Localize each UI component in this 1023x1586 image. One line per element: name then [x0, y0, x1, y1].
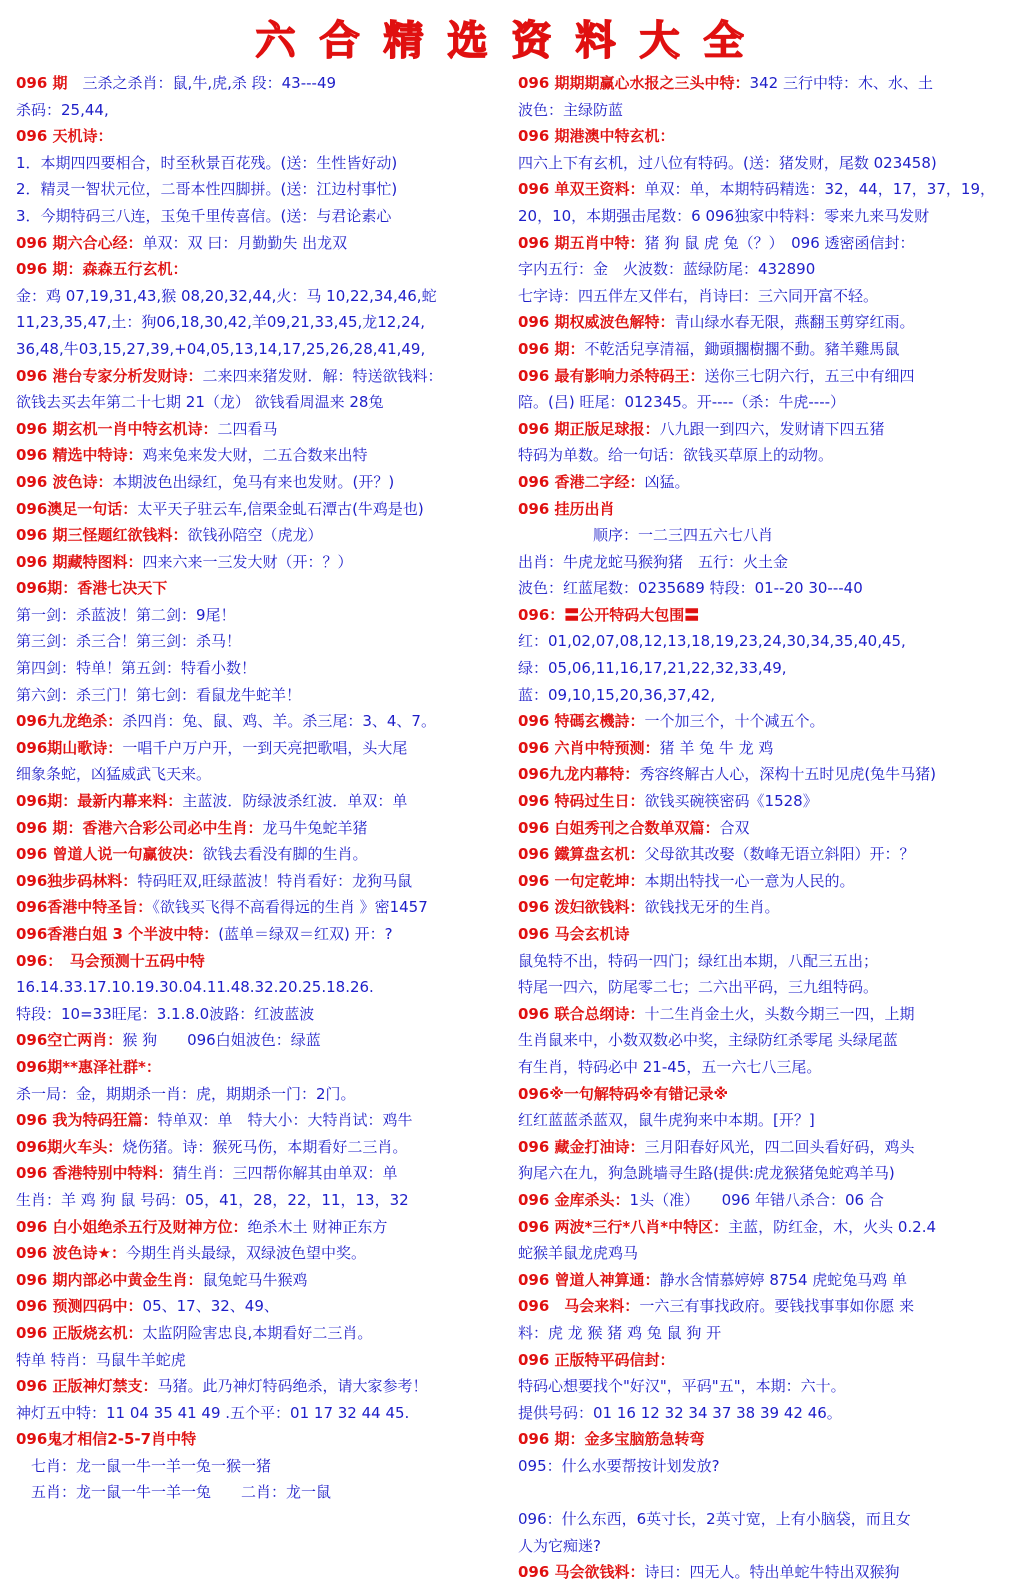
item-text: 今期生肖头最绿，双绿波色望中奖。 — [125, 1244, 366, 1263]
item-text: 五肖：龙一鼠一牛一羊一兔 二肖：龙一鼠 — [16, 1483, 332, 1502]
text-line — [16, 575, 512, 602]
item-text: 八九跟一到四六，发财请下四五猪 — [659, 419, 885, 438]
text-line — [518, 256, 1014, 283]
text-line — [16, 868, 512, 895]
text-line — [518, 1187, 1014, 1214]
text-line — [518, 974, 1014, 1001]
item-text: 陪。(吕) 旺尾：012345。开----（杀：牛虎----） — [518, 393, 846, 412]
text-line — [16, 1027, 512, 1054]
text-line — [518, 442, 1014, 469]
text-line — [16, 815, 512, 842]
item-text: 杀一局：金，期期杀一肖：虎，期期杀一门：2门。 — [16, 1084, 356, 1103]
text-line — [518, 283, 1014, 310]
item-text: 鼠兔蛇马牛猴鸡 — [202, 1270, 308, 1289]
text-line — [16, 442, 512, 469]
text-line — [518, 150, 1014, 177]
item-heading: 096 特碼玄機詩： — [518, 712, 645, 731]
item-text: 神灯五中特：11 04 35 41 49 .五个平：01 17 32 44 45. — [16, 1403, 410, 1422]
item-text: 太平天子驻云车,信栗金虬石潭古(牛鸡是也) — [137, 499, 424, 518]
text-line — [518, 549, 1014, 576]
text-line — [16, 70, 512, 97]
item-text: 20，10，本期强击尾数：6 096独家中特料：零来九来马发财 — [518, 206, 930, 225]
text-line — [16, 1240, 512, 1267]
item-text: 342 三行中特：木、水、土 — [749, 74, 933, 92]
item-heading: 096 期：金多宝脑筋急转弯 — [518, 1430, 705, 1449]
item-text: 096：什么东西，6英寸长，2英寸宽，上有小脑袋，而且女 — [518, 1510, 911, 1529]
item-heading: 096 挂历出肖 — [518, 499, 615, 518]
item-heading: 096 期正版足球报： — [518, 419, 660, 438]
text-line — [518, 1240, 1014, 1267]
text-line — [16, 549, 512, 576]
item-heading: 096 港台专家分析发财诗： — [16, 366, 203, 385]
item-heading: 096 曾道人说一句赢彼决： — [16, 845, 203, 864]
text-line — [16, 1479, 512, 1506]
text-line — [16, 1400, 512, 1427]
text-line — [16, 1081, 512, 1108]
item-text: 凶猛。 — [644, 472, 690, 491]
text-line — [16, 1373, 512, 1400]
text-line — [518, 496, 1014, 523]
text-line — [518, 1426, 1014, 1453]
item-heading: 096 期内部必中黄金生肖： — [16, 1270, 203, 1289]
item-text: 字内五行：金 火波数：蓝绿防尾：432890 — [518, 260, 816, 279]
item-text: 单双：双 曰：月勤勤失 出龙双 — [142, 233, 348, 252]
text-line — [518, 203, 1014, 230]
text-line — [518, 948, 1014, 975]
item-heading: 096澳足一句话： — [16, 499, 138, 518]
item-text: 生肖：羊 鸡 狗 鼠 号码：05，41，28，22，11，13，32 — [16, 1190, 409, 1209]
item-text: 波色：主绿防蓝 — [518, 100, 624, 119]
text-line — [518, 70, 1014, 97]
item-text: 料：虎 龙 猴 猪 鸡 兔 鼠 狗 开 — [518, 1323, 722, 1342]
text-line — [518, 309, 1014, 336]
text-line — [518, 868, 1014, 895]
text-line — [518, 469, 1014, 496]
item-heading: 096 鐵算盘玄机： — [518, 845, 645, 864]
text-line — [16, 336, 512, 363]
text-line — [16, 256, 512, 283]
text-line — [518, 416, 1014, 443]
item-heading: 096 预测四码中： — [16, 1297, 143, 1316]
text-line — [518, 761, 1014, 788]
item-text: 波色：红蓝尾数：0235689 特段：01--20 30---40 — [518, 579, 863, 598]
item-heading: 096 最有影响力杀特码王： — [518, 366, 705, 385]
item-text: 绝杀木土 财神正东方 — [247, 1217, 388, 1236]
text-line — [518, 1267, 1014, 1294]
item-heading: 096 期藏特图料： — [16, 552, 143, 571]
item-heading: 096期：香港七决天下 — [16, 579, 168, 598]
item-heading: 096期火车头： — [16, 1137, 123, 1156]
item-heading: 096 期：森森五行玄机： — [16, 260, 188, 279]
text-line — [16, 150, 512, 177]
item-heading: 096※一句解特码※有错记录※ — [518, 1084, 729, 1103]
item-text: 特单双：单 特大小：大特肖试：鸡牛 — [157, 1111, 413, 1130]
page-title: 六合精选资料大全 — [255, 17, 768, 64]
item-text: 05、17、32、49、 — [142, 1297, 279, 1316]
text-line — [16, 496, 512, 523]
text-line — [518, 1081, 1014, 1108]
item-text: 蛇猴羊鼠龙虎鸡马 — [518, 1244, 639, 1263]
text-line — [16, 309, 512, 336]
text-line — [16, 1293, 512, 1320]
text-line — [16, 389, 512, 416]
item-heading: 096 期六合心经： — [16, 233, 143, 252]
item-text: 欲钱买碗筷密码《1528》 — [644, 792, 818, 811]
item-text: 出肖：牛虎龙蛇马猴狗猪 五行：火土金 — [518, 552, 789, 571]
item-text: (蓝单＝绿双＝红双) 开：? — [218, 925, 393, 943]
item-text: 特码心想要找个"好汉"，平码"五"，本期：六十。 — [518, 1377, 846, 1396]
text-line — [518, 123, 1014, 150]
item-text: 诗曰：四无人。特出单蛇牛特出双猴狗 — [644, 1563, 900, 1582]
text-line — [16, 602, 512, 629]
text-line — [518, 788, 1014, 815]
item-text: 欲钱去买去年第二十七期 21（龙） 欲钱看周温来 28兔 — [16, 393, 384, 412]
item-text: 猪 狗 鼠 虎 兔（？） 096 透密函信封： — [644, 233, 915, 252]
text-line — [518, 1453, 1014, 1480]
item-text: 静水含情慕婷婷 8754 虎蛇兔马鸡 单 — [659, 1270, 908, 1289]
text-line — [518, 1001, 1014, 1028]
item-text: 太监阴险害忠良,本期看好二三肖。 — [142, 1323, 373, 1342]
text-line — [16, 469, 512, 496]
item-text: 三月阳春好风光，四二回头看好码，鸡头 — [644, 1137, 915, 1156]
item-text: 第三剑：杀三合！第三剑：杀马！ — [16, 632, 242, 651]
item-text: 欲钱找无牙的生肖。 — [644, 898, 780, 917]
text-line — [518, 921, 1014, 948]
text-line — [518, 1373, 1014, 1400]
text-line — [518, 841, 1014, 868]
item-text: 有生肖，特码必中 21-45，五一六七八三尾。 — [518, 1057, 822, 1076]
text-line — [16, 522, 512, 549]
text-line — [16, 1107, 512, 1134]
item-heading: 096独步码林料： — [16, 871, 138, 890]
item-text: 特码为单数。给一句话：欲钱买草原上的动物。 — [518, 446, 834, 465]
text-line — [16, 1134, 512, 1161]
item-text: 狗尾六在九，狗急跳墙寻生路(提供:虎龙猴猪兔蛇鸡羊马) — [518, 1164, 895, 1183]
left-column — [16, 70, 512, 1506]
text-line — [16, 1347, 512, 1374]
item-text: 16.14.33.17.10.19.30.04.11.48.32.20.25.18.26. — [16, 978, 374, 997]
text-line — [518, 1320, 1014, 1347]
item-heading: 096九龙绝杀： — [16, 712, 123, 731]
item-text: 合双 — [719, 818, 750, 837]
text-line — [16, 788, 512, 815]
item-text: 特段：10=33旺尾：3.1.8.0波路：红波蓝波 — [16, 1004, 315, 1023]
item-heading: 096香港中特圣旨： — [16, 898, 153, 917]
text-line — [518, 1293, 1014, 1320]
item-text: 马猪。此乃神灯特码绝杀，请大家参考！ — [157, 1377, 428, 1396]
item-heading: 096 正版烧玄机： — [16, 1323, 143, 1342]
text-line — [518, 682, 1014, 709]
item-heading: 096 马会欲钱料： — [518, 1563, 645, 1582]
item-text: 金：鸡 07,19,31,43,猴 08,20,32,44,火：马 10,22,34,46,蛇 — [16, 286, 437, 305]
item-heading: 096 波色诗： — [16, 472, 113, 491]
text-line — [16, 1426, 512, 1453]
text-line — [518, 894, 1014, 921]
item-text: 095：什么水要帮按计划发放? — [518, 1456, 720, 1475]
text-line — [518, 1107, 1014, 1134]
item-text: 鸡来兔来发大财，二五合数来出特 — [142, 446, 368, 465]
item-heading: 096 一句定乾坤： — [518, 871, 645, 890]
text-line — [16, 655, 512, 682]
item-heading: 096 波色诗★： — [16, 1244, 126, 1263]
item-text: 一个加三个，十个减五个。 — [644, 712, 825, 731]
text-line — [16, 176, 512, 203]
item-text: 一唱千户万户开，一到天亮把歌唱，头大尾 — [122, 738, 408, 757]
text-line — [16, 628, 512, 655]
item-heading: 096 特码过生日： — [518, 792, 645, 811]
item-heading: 096空亡两肖： — [16, 1031, 123, 1050]
item-heading: 096 白小姐绝杀五行及财神方位： — [16, 1217, 248, 1236]
item-text: 猜生肖：三四帮你解其由单双：单 — [172, 1164, 398, 1183]
text-line — [16, 416, 512, 443]
item-text: 猪 羊 兔 牛 龙 鸡 — [659, 738, 774, 757]
text-line — [16, 1320, 512, 1347]
text-line — [518, 1134, 1014, 1161]
item-text: 2．精灵一智状元位，二哥本性四脚拼。(送：江边村事忙) — [16, 180, 398, 199]
item-heading: 096 香港二字经： — [518, 472, 645, 491]
text-line — [16, 682, 512, 709]
item-heading: 096 期五肖中特： — [518, 233, 645, 252]
item-text: 特码旺双,旺绿蓝波！特肖看好：龙狗马鼠 — [137, 871, 413, 890]
item-heading: 096 单双王资料： — [518, 180, 645, 199]
item-heading: 096 正版神灯禁支： — [16, 1377, 158, 1396]
item-heading: 096 藏金打油诗： — [518, 1137, 645, 1156]
item-heading: 096 精选中特诗： — [16, 446, 143, 465]
item-text: 3．今期特码三八连，玉兔千里传喜信。(送：与君论素心 — [16, 206, 392, 225]
item-heading: 096 曾道人神算通： — [518, 1270, 660, 1289]
item-text: 鼠兔特不出，特码一四门；绿红出本期，八配三五出； — [518, 951, 879, 970]
text-line — [16, 1267, 512, 1294]
text-line — [518, 1160, 1014, 1187]
item-heading: 096 期权威波色解特： — [518, 313, 675, 332]
item-heading: 096 我为特码狂篇： — [16, 1111, 158, 1130]
item-text: 秀容终解古人心，深构十五时见虎(兔牛马猪) — [639, 765, 937, 784]
item-text: 36,48,牛03,15,27,39,+04,05,13,14,17,25,26,28,41,49, — [16, 339, 426, 358]
item-text: 本期波色出绿红，兔马有来也发财。(开？) — [112, 472, 395, 491]
item-text: 特单 特肖：马鼠牛羊蛇虎 — [16, 1350, 186, 1369]
text-line — [16, 735, 512, 762]
item-heading: 096 期三怪题红欲钱料： — [16, 526, 188, 545]
text-line — [518, 1027, 1014, 1054]
item-heading: 096： 马会预测十五码中特 — [16, 951, 205, 970]
item-text: 蓝：09,10,15,20,36,37,42, — [518, 685, 715, 704]
item-heading: 096：〓公开特码大包围〓 — [518, 605, 700, 624]
text-line — [16, 363, 512, 390]
text-line — [518, 1347, 1014, 1374]
item-heading: 096 金库杀头： — [518, 1190, 630, 1209]
right-column — [518, 70, 1014, 1586]
text-line — [518, 1400, 1014, 1427]
item-heading: 096期：最新内幕来料： — [16, 792, 183, 811]
item-text: 一六三有事找政府。要钱找事事如你愿 来 — [639, 1297, 915, 1316]
item-text: 烧伤猪。诗：猴死马伤，本期看好二三肖。 — [122, 1137, 408, 1156]
text-line — [16, 203, 512, 230]
text-line — [518, 97, 1014, 124]
text-line — [518, 628, 1014, 655]
item-text: 人为它痴迷? — [518, 1536, 601, 1555]
item-heading: 096 期港澳中特玄机： — [518, 127, 675, 146]
item-heading: 096 马会来料： — [518, 1297, 640, 1316]
item-heading: 096 期 — [16, 74, 68, 92]
text-line — [518, 708, 1014, 735]
item-text: 第六剑：杀三门！第七剑：看鼠龙牛蛇羊！ — [16, 685, 302, 704]
item-text: 红红蓝蓝杀蓝双，鼠牛虎狗来中本期。[开？] — [518, 1111, 815, 1130]
text-line — [16, 1054, 512, 1081]
item-heading: 096 联合总纲诗： — [518, 1004, 645, 1023]
item-text: 二来四来猪发财．解：特送欲钱料： — [202, 366, 443, 385]
item-text: 杀码：25,44, — [16, 100, 109, 119]
text-line — [16, 283, 512, 310]
text-line — [518, 735, 1014, 762]
item-text: 细象条蛇，凶猛威武飞天来。 — [16, 765, 212, 784]
text-line — [518, 1559, 1014, 1586]
item-heading: 096 期： — [518, 339, 585, 358]
text-line — [518, 522, 1014, 549]
text-line — [518, 1506, 1014, 1533]
text-line — [16, 1187, 512, 1214]
item-text: 青山绿水春无限，燕翻玉剪穿红雨。 — [674, 313, 915, 332]
text-line — [518, 655, 1014, 682]
text-line — [16, 1214, 512, 1241]
item-text: 第一剑：杀蓝波！第二剑：9尾！ — [16, 605, 236, 624]
text-line — [518, 1479, 1014, 1506]
item-text: 猴 狗 096白姐波色：绿蓝 — [122, 1031, 321, 1050]
item-text: 1．本期四四要相合，时至秋景百花残。(送：生性皆好动) — [16, 153, 398, 172]
item-text: 《欲钱买飞得不高看得远的生肖 》密1457 — [152, 898, 428, 917]
text-line — [16, 1453, 512, 1480]
item-text: 四六上下有玄机，过八位有特码。(送：猪发财，尾数 023458) — [518, 153, 937, 172]
item-text: 不乾活兒享清福，鋤頭擱樹擱不動。豬羊雞馬鼠 — [584, 339, 900, 358]
item-text: 四来六来一三发大财（开：？） — [142, 552, 353, 571]
text-line — [518, 1214, 1014, 1241]
item-text: 特尾一四六，防尾零二七；二六出平码，三九组特码。 — [518, 978, 879, 997]
item-text: 单双：单，本期特码精选：32，44，17，37，19， — [644, 180, 995, 199]
item-text: 父母欲其改娶（数峰无语立斜阳）开：？ — [644, 845, 915, 864]
text-line — [518, 176, 1014, 203]
text-line — [16, 948, 512, 975]
item-text: 本期出特找一心一意为人民的。 — [644, 871, 855, 890]
text-line — [16, 894, 512, 921]
text-line — [16, 1160, 512, 1187]
item-heading: 096 香港特别中特料： — [16, 1164, 173, 1183]
text-line — [518, 602, 1014, 629]
item-heading: 096 天机诗： — [16, 127, 113, 146]
text-line — [16, 1001, 512, 1028]
text-line — [16, 708, 512, 735]
text-line — [518, 1533, 1014, 1560]
text-line — [518, 815, 1014, 842]
item-text: 七肖：龙一鼠一牛一羊一兔一猴一猪 — [16, 1456, 272, 1475]
text-line — [518, 336, 1014, 363]
item-text: 杀四肖：兔、鼠、鸡、羊。杀三尾：3、4、7。 — [122, 712, 436, 731]
item-text: 主蓝，防红金，木，火头 0.2.4 — [728, 1217, 937, 1236]
item-text: 主蓝波．防绿波杀红波．单双：单 — [182, 792, 408, 811]
item-heading: 096期**惠泽社群*： — [16, 1057, 161, 1076]
item-heading: 096 正版特平码信封： — [518, 1350, 675, 1369]
item-heading: 096 白姐秀刊之合数单双篇： — [518, 818, 720, 837]
item-text: 送你三七阴六行，五三中有细四 — [704, 366, 915, 385]
text-line — [518, 363, 1014, 390]
text-line — [518, 389, 1014, 416]
item-text: 欲钱孙陪空（虎龙） — [187, 526, 323, 545]
item-text: 第四剑：特单！第五剑：特看小数！ — [16, 659, 257, 678]
text-line — [518, 230, 1014, 257]
item-heading: 096香港白姐 3 个半波中特： — [16, 925, 219, 943]
item-heading: 096 期期期赢心水报之三头中特： — [518, 74, 750, 92]
item-text: 顺序：一二三四五六七八肖 — [518, 526, 774, 545]
text-line — [16, 230, 512, 257]
item-text: 三杀之杀肖：鼠,牛,虎,杀 段：43---49 — [67, 74, 337, 92]
text-line — [518, 575, 1014, 602]
text-line — [16, 921, 512, 948]
item-heading: 096鬼才相信2-5-7肖中特 — [16, 1430, 197, 1449]
text-line — [16, 761, 512, 788]
item-text: 11,23,35,47,土：狗06,18,30,42,羊09,21,33,45,龙12,24, — [16, 313, 425, 332]
item-text: 1头（准） 096 年错八杀合：06 合 — [629, 1190, 884, 1209]
item-text: 绿：05,06,11,16,17,21,22,32,33,49, — [518, 659, 787, 678]
item-heading: 096 马会玄机诗 — [518, 925, 630, 943]
item-heading: 096 两波*三行*八肖*中特区： — [518, 1217, 729, 1236]
text-line — [518, 1054, 1014, 1081]
item-heading: 096期山歌诗： — [16, 738, 123, 757]
item-text: 十二生肖金土火，头数今期三一四，上期 — [644, 1004, 915, 1023]
item-text: 生肖鼠来中，小数双数必中奖，主绿防红杀零尾 头绿尾蓝 — [518, 1031, 898, 1050]
item-heading: 096 期：香港六合彩公司必中生肖： — [16, 818, 263, 837]
text-line — [16, 97, 512, 124]
item-heading: 096 泼妇欲钱料： — [518, 898, 645, 917]
item-text: 提供号码：01 16 12 32 34 37 38 39 42 46。 — [518, 1403, 842, 1422]
item-heading: 096 六肖中特预测： — [518, 738, 660, 757]
text-line — [16, 974, 512, 1001]
item-heading: 096 期玄机一肖中特玄机诗： — [16, 419, 218, 438]
text-line — [16, 123, 512, 150]
item-text: 红：01,02,07,08,12,13,18,19,23,24,30,34,35,40,45, — [518, 632, 906, 651]
text-line — [16, 841, 512, 868]
item-text: 欲钱去看没有脚的生肖。 — [202, 845, 368, 864]
item-text: 二四看马 — [217, 419, 278, 438]
item-heading: 096九龙内幕特： — [518, 765, 640, 784]
item-text: 七字诗：四五伴左又伴右，肖诗曰：三六同开富不轻。 — [518, 286, 879, 305]
item-text: 龙马牛兔蛇羊猪 — [262, 818, 368, 837]
